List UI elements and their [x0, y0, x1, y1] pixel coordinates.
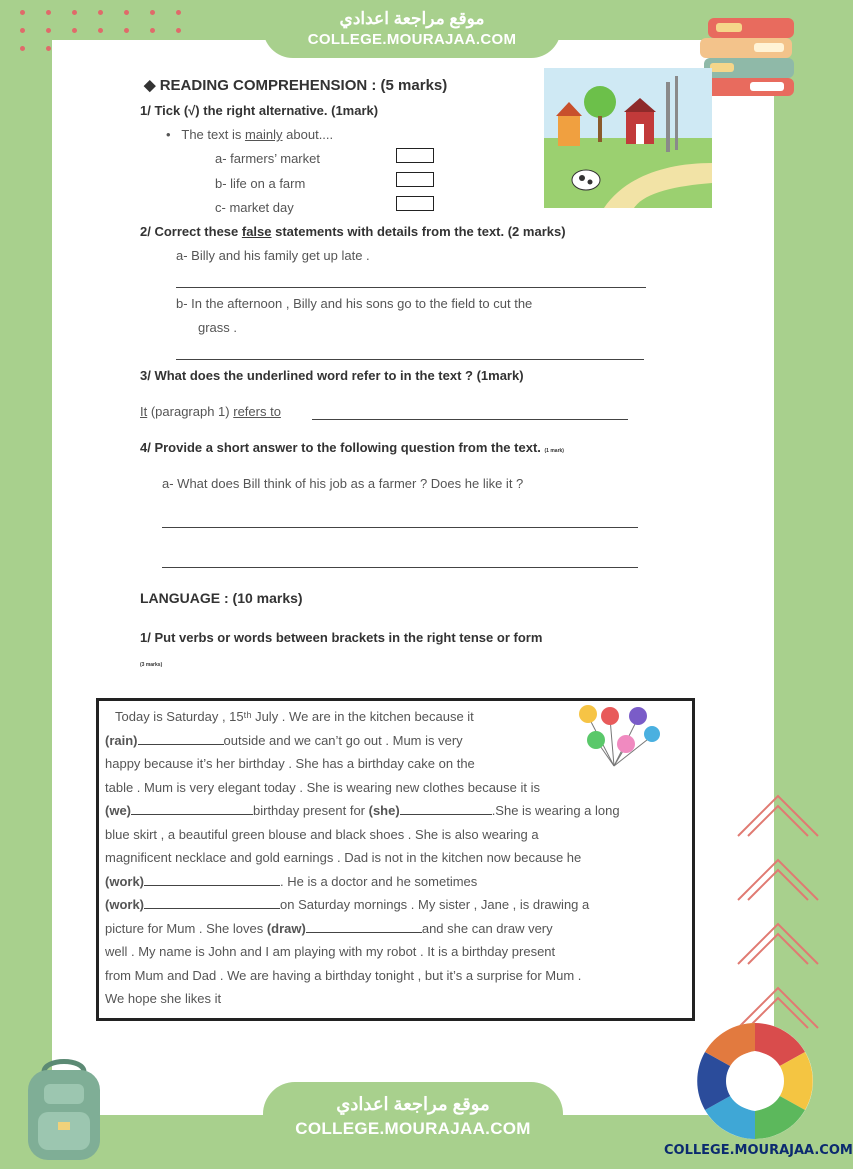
blank-she[interactable]: [400, 814, 492, 815]
q1-option-c: c- market day: [215, 200, 294, 215]
footer-site-arabic: موقع مراجعة اعدادي: [336, 1094, 490, 1114]
q1-stem: • The text is mainly about....: [166, 127, 334, 142]
passage-line-9: (work) on Saturday mornings . My sister , Jane , is drawing a: [105, 897, 590, 912]
chevrons-decoration: [734, 790, 824, 1050]
blank-work-2[interactable]: [144, 908, 280, 909]
farm-illustration: [544, 68, 712, 208]
answer-line-q2a[interactable]: [176, 287, 646, 288]
tick-box-b[interactable]: [396, 172, 434, 187]
tick-box-c[interactable]: [396, 196, 434, 211]
reading-title: ◆ READING COMPREHENSION : (5 marks): [144, 77, 448, 94]
passage-line-7: magnificent necklace and gold earnings . Dad is not in the kitchen now because he: [105, 850, 582, 865]
q2-statement-b: b- In the afternoon , Billy and his sons go to the field to cut the: [176, 296, 533, 311]
passage-line-5: (we) birthday present for (she) .She is wearing a long: [105, 803, 620, 818]
passage-line-4: table . Mum is very elegant today . She is wearing new clothes because it is: [105, 780, 540, 795]
passage-line-12: from Mum and Dad . We are having a birthday tonight , but it’s a surprise for Mum .: [105, 968, 582, 983]
answer-line-q3[interactable]: [312, 419, 628, 420]
q2-title: 2/ Correct these false statements with details from the text. (2 marks): [140, 224, 566, 239]
q1-option-a: a- farmers’ market: [215, 151, 320, 166]
q3-title: 3/ What does the underlined word refer to in the text ? (1mark): [140, 368, 524, 383]
passage-line-3: happy because it’s her birthday . She has a birthday cake on the: [105, 756, 475, 771]
footer-site-link[interactable]: COLLEGE.MOURAJAA.COM: [295, 1119, 531, 1138]
blank-we[interactable]: [131, 814, 253, 815]
footer-banner: [263, 1082, 563, 1169]
q4-title: 4/ Provide a short answer to the following question from the text. (1 mark): [140, 440, 564, 455]
backpack-icon: [14, 1054, 114, 1164]
passage-line-2: (rain) outside and we can’t go out . Mum is very: [105, 733, 463, 748]
language-q1-marks: (3 marks): [140, 662, 163, 668]
header-site-link[interactable]: COLLEGE.MOURAJAA.COM: [307, 31, 517, 48]
passage-line-8: (work) . He is a doctor and he sometimes: [105, 874, 478, 889]
q1-title: 1/ Tick (√) the right alternative. (1mark): [140, 103, 379, 118]
blank-rain[interactable]: [138, 744, 224, 745]
language-title: LANGUAGE : (10 marks): [140, 590, 303, 606]
passage-line-10: picture for Mum . She loves (draw) and she can draw very: [105, 921, 553, 936]
answer-line-q4-1[interactable]: [162, 527, 638, 528]
header-site-arabic: موقع مراجعة اعدادي: [339, 9, 485, 28]
q2-statement-a: a- Billy and his family get up late .: [176, 248, 370, 263]
q3-prompt: It (paragraph 1) refers to: [140, 404, 281, 419]
passage-line-13: We hope she likes it: [105, 991, 222, 1006]
q4-question-a: a- What does Bill think of his job as a farmer ? Does he like it ?: [162, 476, 524, 491]
q2-statement-b-cont: grass .: [198, 320, 238, 335]
passage-line-11: well . My name is John and I am playing with my robot . It is a birthday present: [105, 944, 556, 959]
balloons-icon: [574, 700, 662, 772]
q1-option-b: b- life on a farm: [215, 176, 306, 191]
answer-line-q4-2[interactable]: [162, 567, 638, 568]
education-logo-icon: [694, 1020, 816, 1142]
tick-box-a[interactable]: [396, 148, 434, 163]
footer-logo-text: COLLEGE.MOURAJAA.COM: [664, 1143, 853, 1158]
blank-draw[interactable]: [306, 932, 422, 933]
blank-work-1[interactable]: [144, 885, 280, 886]
language-q1: 1/ Put verbs or words between brackets in the right tense or form: [140, 630, 543, 645]
answer-line-q2b[interactable]: [176, 359, 644, 360]
passage-line-6: blue skirt , a beautiful green blouse and black shoes . She is also wearing a: [105, 827, 539, 842]
passage-line-1: Today is Saturday , 15ᵗʰ July . We are in the kitchen because it: [115, 709, 474, 724]
